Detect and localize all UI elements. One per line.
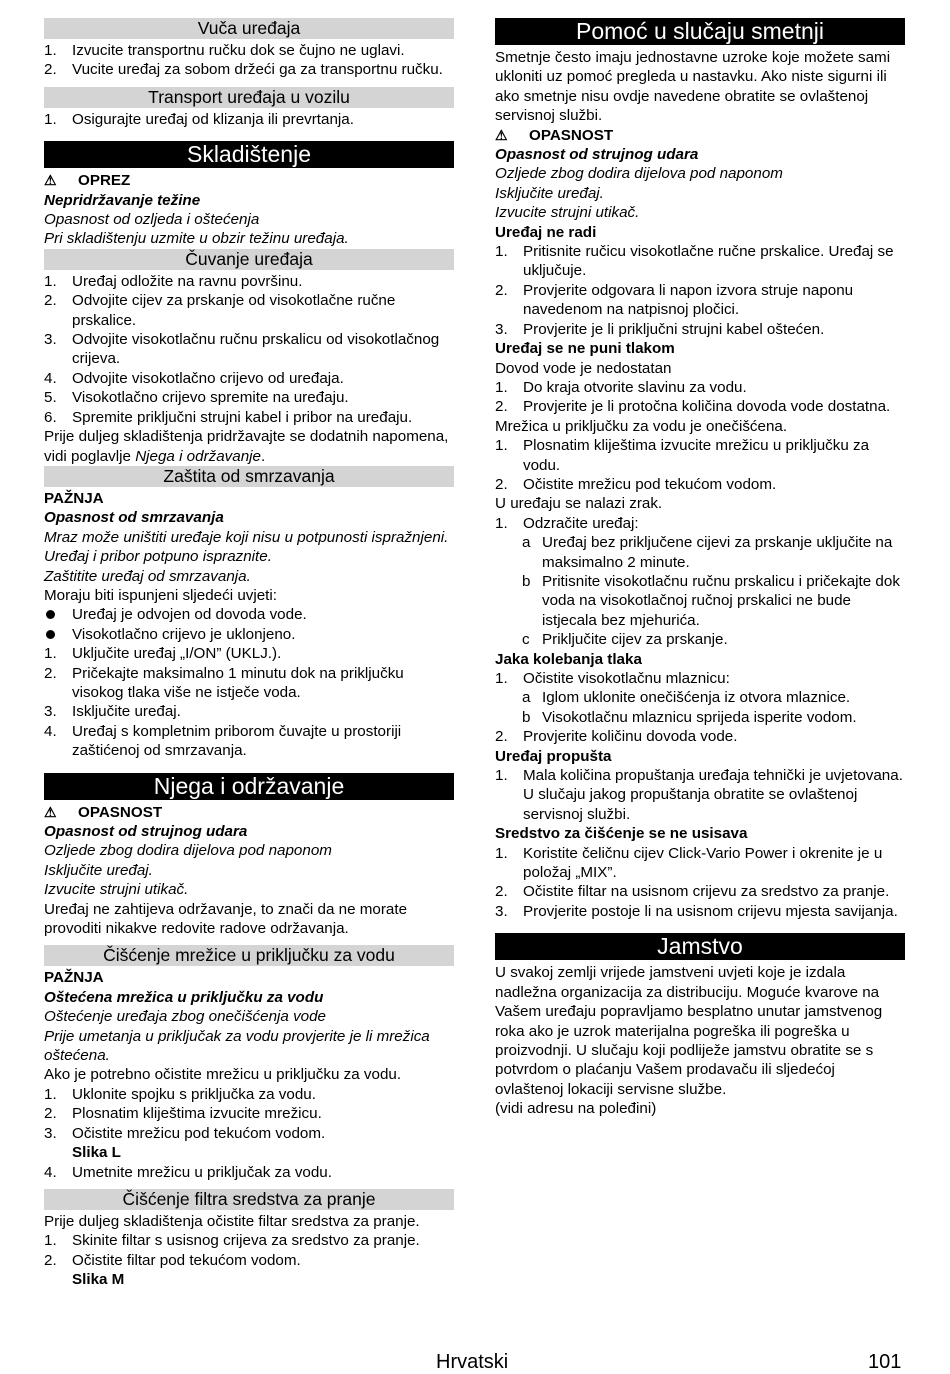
- section-heading-transport: Transport uređaja u vozilu: [44, 87, 454, 108]
- list-item: 1. Osigurajte uređaj od klizanja ili prevrtanja.: [44, 110, 354, 128]
- list-item: 2. Očistite filtar pod tekućom vodom.: [44, 1251, 301, 1269]
- list-item: 3. Očistite mrežicu pod tekućom vodom.: [44, 1124, 326, 1142]
- list-item: 2. Očistite filtar na usisnom crijevu za sredstvo za pranje.: [495, 883, 890, 901]
- list-item: 6. Spremite priključni strujni kabel i pribor na uređaju.: [44, 408, 413, 426]
- storage-note: Prije duljeg skladištenja pridržavajte se dodatnih napomena, vidi poglavlje Njega i održavanje.: [44, 428, 449, 465]
- danger-text: Izvucite strujni utikač.: [44, 881, 189, 899]
- fault-heading: Sredstvo za čišćenje se ne usisava: [495, 825, 748, 843]
- list-item: 4. Umetnite mrežicu u priključak za vodu.: [44, 1163, 332, 1181]
- list-item: 2. Provjerite odgovara li napon izvora struje naponu navedenom na natpisnoj pločici.: [495, 281, 854, 319]
- list-item: 1. Izvucite transportnu ručku dok se čujno ne uglavi.: [44, 42, 405, 59]
- notice-text: Prije umetanja u priključak za vodu provjerite je li mrežica oštećena.: [44, 1027, 430, 1065]
- sub-list-item: a Iglom uklonite onečišćenja iz otvora mlaznice.: [522, 689, 851, 707]
- bullet-icon: [46, 610, 55, 619]
- notice-subtitle: Opasnost od smrzavanja: [44, 509, 224, 527]
- danger-subtitle: Opasnost od strujnog udara: [44, 823, 248, 840]
- danger-subtitle: Opasnost od strujnog udara: [495, 146, 699, 164]
- caution-label: ⚠ OPREZ: [44, 172, 131, 190]
- list-item: 3. Provjerite je li priključni strujni kabel oštećen.: [495, 320, 825, 338]
- notice-label: PAŽNJA: [44, 489, 104, 507]
- list-item: 1. Odzračite uređaj:: [495, 514, 639, 532]
- bullet-item: Uređaj je odvojen od dovoda vode.: [44, 605, 454, 624]
- chapter-heading-skladistenje: Skladištenje: [44, 141, 454, 168]
- danger-text: Isključite uređaj.: [495, 184, 604, 202]
- list-item: 2. Vucite uređaj za sobom držeći ga za transportnu ručku.: [44, 61, 443, 79]
- notice-text: Oštećenje uređaja zbog onečišćenja vode: [44, 1008, 326, 1026]
- conditions-intro: Moraju biti ispunjeni sljedeći uvjeti:: [44, 586, 277, 604]
- list-item: 1. Uklonite spojku s priključka za vodu.: [44, 1085, 316, 1103]
- warning-triangle-icon: ⚠: [495, 126, 508, 143]
- left-column: [44, 18, 454, 1290]
- strainer-intro: Ako je potrebno očistite mrežicu u priključku za vodu.: [44, 1066, 402, 1084]
- bullet-item: Visokotlačno crijevo je uklonjeno.: [44, 625, 454, 644]
- danger-label: ⚠ OPASNOST: [44, 803, 163, 821]
- list-item: 2. Provjerite je li protočna količina dovoda vode dostatna.: [495, 398, 891, 416]
- danger-label: ⚠ OPASNOST: [495, 126, 614, 144]
- list-item: 3. Odvojite visokotlačnu ručnu prskalicu od visokotlačnog crijeva.: [44, 331, 440, 368]
- notice-text: Mraz može uništiti uređaje koji nisu u potpunosti ispražnjeni.: [44, 528, 449, 546]
- list-item: 1. Skinite filtar s usisnog crijeva za sredstvo za pranje.: [44, 1232, 420, 1250]
- list-item: 1. Uključite uređaj „I/ON” (UKLJ.).: [44, 645, 282, 663]
- list-item: 1. Koristite čeličnu cijev Click-Vario Power i okrenite je u položaj „MIX”.: [495, 844, 883, 882]
- section-heading-mrezica: Čišćenje mrežice u priključku za vodu: [44, 945, 454, 966]
- list-item: 1. Pritisnite ručicu visokotlačne ručne prskalice. Uređaj se uključuje.: [495, 243, 894, 280]
- danger-text: Ozljede zbog dodira dijelova pod naponom: [44, 842, 332, 860]
- list-item: 4. Uređaj s kompletnim priborom čuvajte u prostoriji zaštićenoj od smrzavanja.: [44, 722, 402, 760]
- fault-cause: U uređaju se nalazi zrak.: [495, 495, 663, 513]
- fault-cause: Dovod vode je nedostatan: [495, 359, 672, 377]
- list-item: 2. Odvojite cijev za prskanje od visokotlačne ručne prskalice.: [44, 292, 396, 329]
- list-item: 5. Visokotlačno crijevo spremite na uređaju.: [44, 389, 349, 407]
- danger-text: Izvucite strujni utikač.: [495, 204, 640, 222]
- chapter-heading-njega: Njega i održavanje: [44, 773, 454, 800]
- danger-text: Isključite uređaj.: [44, 861, 153, 879]
- caution-text: Opasnost od ozljeda i oštećenja: [44, 211, 260, 229]
- warranty-note: (vidi adresu na poleđini): [495, 1100, 657, 1118]
- troubleshooting-intro: Smetnje često imaju jednostavne uzroke koje možete sami ukloniti uz pomoć pregleda u nastavku. Ako niste sigurni ili ako smetnje nisu ovdje navedene obratite se ovlaštenoj servisnoj službi.: [495, 49, 891, 125]
- section-heading-zastita: Zaštita od smrzavanja: [44, 466, 454, 487]
- danger-text: Ozljede zbog dodira dijelova pod naponom: [495, 165, 783, 183]
- right-column: [495, 18, 905, 1119]
- sub-list-item: c Priključite cijev za prskanje.: [522, 631, 728, 649]
- list-item: 4. Odvojite visokotlačno crijevo od uređaja.: [44, 369, 344, 387]
- figure-reference: Slika M: [72, 1271, 125, 1289]
- section-heading-filtar: Čišćenje filtra sredstva za pranje: [44, 1189, 454, 1210]
- fault-heading: Uređaj se ne puni tlakom: [495, 340, 675, 358]
- list-item: 2. Provjerite količinu dovoda vode.: [495, 728, 738, 746]
- list-item: 1. Plosnatim kliještima izvucite mrežicu u priključku za vodu.: [495, 437, 870, 474]
- caution-text: Pri skladištenju uzmite u obzir težinu uređaja.: [44, 230, 349, 248]
- chapter-heading-jamstvo: Jamstvo: [495, 933, 905, 960]
- sub-list-item: b Visokotlačnu mlaznicu sprijeda isperite vodom.: [522, 708, 857, 726]
- notice-text: Zaštitite uređaj od smrzavanja.: [44, 567, 251, 585]
- notice-subtitle: Oštećena mrežica u priključku za vodu: [44, 988, 324, 1006]
- figure-reference: Slika L: [72, 1144, 121, 1162]
- filter-intro: Prije duljeg skladištenja očistite filtar sredstva za pranje.: [44, 1212, 420, 1230]
- fault-heading: Jaka kolebanja tlaka: [495, 650, 642, 668]
- list-item: 3. Isključite uređaj.: [44, 703, 181, 721]
- list-item: 1. Uređaj odložite na ravnu površinu.: [44, 272, 303, 290]
- list-item: 2. Očistite mrežicu pod tekućom vodom.: [495, 475, 777, 493]
- bullet-icon: [46, 630, 55, 639]
- warning-triangle-icon: ⚠: [44, 803, 57, 820]
- list-item: 1. Mala količina propuštanja uređaja tehnički je uvjetovana. U slučaju jakog propuštanja obratite se ovlaštenoj servisnoj službi.: [495, 767, 903, 823]
- sub-list-item: b Pritisnite visokotlačnu ručnu prskalicu i pričekajte dok voda na visokotlačnoj ručnoj prskalici ne bude istjecala bez mjehurića.: [522, 572, 900, 629]
- fault-heading: Uređaj ne radi: [495, 223, 597, 241]
- list-item: 1. Očistite visokotlačnu mlaznicu:: [495, 670, 730, 687]
- section-heading-vuca: Vuča uređaja: [44, 18, 454, 39]
- page-number: 101: [868, 1351, 902, 1373]
- section-heading-cuvanje: Čuvanje uređaja: [44, 249, 454, 270]
- list-item: 1. Do kraja otvorite slavinu za vodu.: [495, 378, 747, 396]
- footer-language: Hrvatski: [436, 1351, 509, 1373]
- notice-label: PAŽNJA: [44, 969, 104, 987]
- fault-cause: Mrežica u priključku za vodu je onečišćena.: [495, 417, 788, 435]
- chapter-heading-pomoc: Pomoć u slučaju smetnji: [495, 18, 905, 45]
- warranty-text: U svakoj zemlji vrijede jamstveni uvjeti koje je izdala nadležna organizacija za distribuciju. Moguće kvarove na Vašem uređaju popravljamo besplatno unutar jamstvenog roka ako je uzrok materijalna pogreška ili pogreška u proizvodnji. U slučaju koji podliježe jamstvu obratite se s potvrdom o plaćanju Vašem prodavaču ili sljedećoj ovlaštenoj lokaciji servisne službe.: [495, 964, 883, 1098]
- maintenance-text: Uređaj ne zahtijeva održavanje, to znači da ne morate provoditi nikakve redovite radove održavanja.: [44, 900, 408, 938]
- sub-list-item: a Uređaj bez priključene cijevi za prskanje uključite na maksimalno 2 minute.: [522, 534, 893, 571]
- list-item: 2. Plosnatim kliještima izvucite mrežicu.: [44, 1105, 322, 1123]
- warning-triangle-icon: ⚠: [44, 172, 57, 189]
- list-item: 2. Pričekajte maksimalno 1 minutu dok na priključku visokog tlaka više ne istječe voda.: [44, 664, 404, 701]
- notice-text: Uređaj i pribor potpuno ispraznite.: [44, 548, 272, 566]
- list-item: 3. Provjerite postoje li na usisnom crijevu mjesta savijanja.: [495, 902, 898, 920]
- caution-subtitle: Nepridržavanje težine: [44, 191, 201, 209]
- fault-heading: Uređaj propušta: [495, 747, 612, 765]
